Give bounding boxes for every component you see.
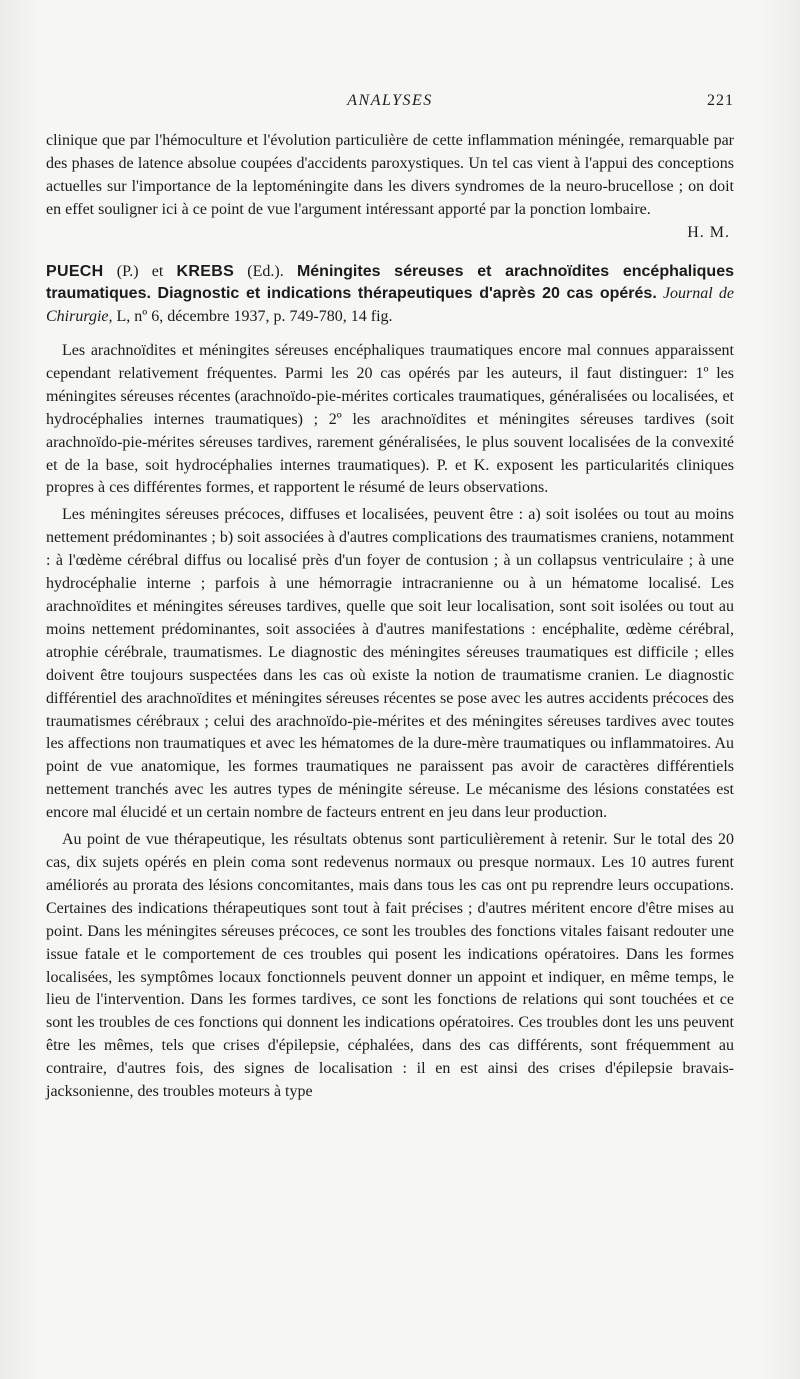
running-head: ANALYSES [347, 92, 433, 109]
article-body [46, 130, 734, 1104]
previous-signature: H. M. [687, 223, 730, 241]
citation: L, nº 6, décembre 1937, p. 749-780, 14 fig. [112, 307, 393, 325]
page-number: 221 [707, 92, 734, 109]
entry-title: Méningites séreuses et arachnoïdites encéphaliques traumatiques. Diagnostic et indications thérapeutiques d'après 20 cas opérés. [46, 262, 734, 303]
entry-heading [46, 261, 734, 329]
author-1: PUECH [46, 262, 104, 280]
paragraph-1: Les arachnoïdites et méningites séreuses encéphaliques traumatiques encore mal connues apparaissent cependant relativement fréquentes. Parmi les 20 cas opérés par les auteurs, il faut distinguer: 1º les méningites séreuses récentes (arachnoïdo-pie-mérites corticales traumatiques, généralisées ou localisées, et hydrocéphalies internes traumatiques) ; 2º les arachnoïdites et méningites séreuses tardives (soit arachnoïdo-pie-mérites séreuses tardives, rarement généralisées, le plus souvent localisées de la convexité et de la base, soit hydrocéphalies internes traumatiques). P. et K. exposent les particularités cliniques propres à ces différentes formes, et rapportent le résumé de leurs observations. [46, 342, 734, 497]
paragraph-3: Au point de vue thérapeutique, les résultats obtenus sont particulièrement à retenir. Sur le total des 20 cas, dix sujets opérés en plein coma sont redevenus normaux ou presque normaux. Les 10 autres furent améliorés au prorata des lésions concomitantes, mais dans tous les cas ont pu reprendre leurs occupations. Certaines des indications thérapeutiques sont tout à fait précises ; d'autres méritent encore d'être mises au point. Dans les méningites séreuses précoces, ce sont les troubles des fonctions vitales faisant redouter une issue fatale et le comportement de ces troubles qui posent les indications opératoires. Dans les formes localisées, les symptômes locaux fonctionnels peuvent donner un appoint et indiquer, en même temps, le lieu de l'intervention. Dans les formes tardives, ce sont les fonctions de relations qui sont touchées et ce sont les troubles de ces fonctions qui donnent les indications opératoires. Ces troubles dont les uns peuvent être les mêmes, tels que crises d'épilepsie, céphalées, dans des cas différents, sont fréquemment au contraire, d'autres fois, des signes de localisation : il en est ainsi des crises d'épilepsie bravais-jacksonienne, des troubles moteurs à type [46, 831, 734, 1101]
author-1-initials: (P.) et [103, 262, 177, 280]
paragraph-2: Les méningites séreuses précoces, diffuses et localisées, peuvent être : a) soit isolées ou tout au moins nettement prédominantes ; b) soit associées à d'autres complications des traumatismes craniens, notamment : à l'œdème cérébral diffus ou localisé près d'un foyer de contusion ; à un collapsus ventriculaire ; à une hydrocéphalie interne ; parfois à une hémorragie intracranienne ou à un hématome localisé. Les arachnoïdites et méningites séreuses tardives, quelle que soit leur localisation, sont soit isolées ou tout au moins nettement prédominantes, soit associées à d'autres manifestations : encéphalite, œdème cérébral, atrophie cérébrale, traumatismes. Le diagnostic des méningites séreuses traumatiques est difficile ; elles doivent être toujours suspectées dans les cas où existe la notion de traumatisme cranien. Le diagnostic différentiel des arachnoïdites et méningites séreuses récentes se pose avec les autres accidents précoces des traumatismes cérébraux ; celui des arachnoïdo-pie-mérites et des méningites séreuses tardives avec toutes les affections non traumatiques et avec les hématomes de la dure-mère traumatiques ou inflammatoires. Au point de vue anatomique, les formes traumatiques ne paraissent pas avoir de caractères différentiels nettement tranchés avec les autres types de méningite séreuse. Le mécanisme des lésions constatées est encore mal élucidé et un certain nombre de facteurs entrent en jeu dans leur production. [46, 506, 734, 822]
previous-paragraph: clinique que par l'hémoculture et l'évolution particulière de cette inflammation méningée, remarquable par des phases de latence absolue coupées d'accidents paroxystiques. Un tel cas vient à l'appui des conceptions actuelles sur l'importance de la leptoméningite dans les divers syndromes de la neuro-brucellose ; on doit en effet souligner ici à ce point de vue l'argument intéressant apporté par la ponction lombaire. [46, 132, 734, 218]
author-2: KREBS [176, 262, 235, 280]
author-2-initials: (Ed.). [234, 262, 297, 280]
page-header [46, 92, 734, 114]
journal-name: Journal de Chirurgie, [46, 285, 735, 325]
